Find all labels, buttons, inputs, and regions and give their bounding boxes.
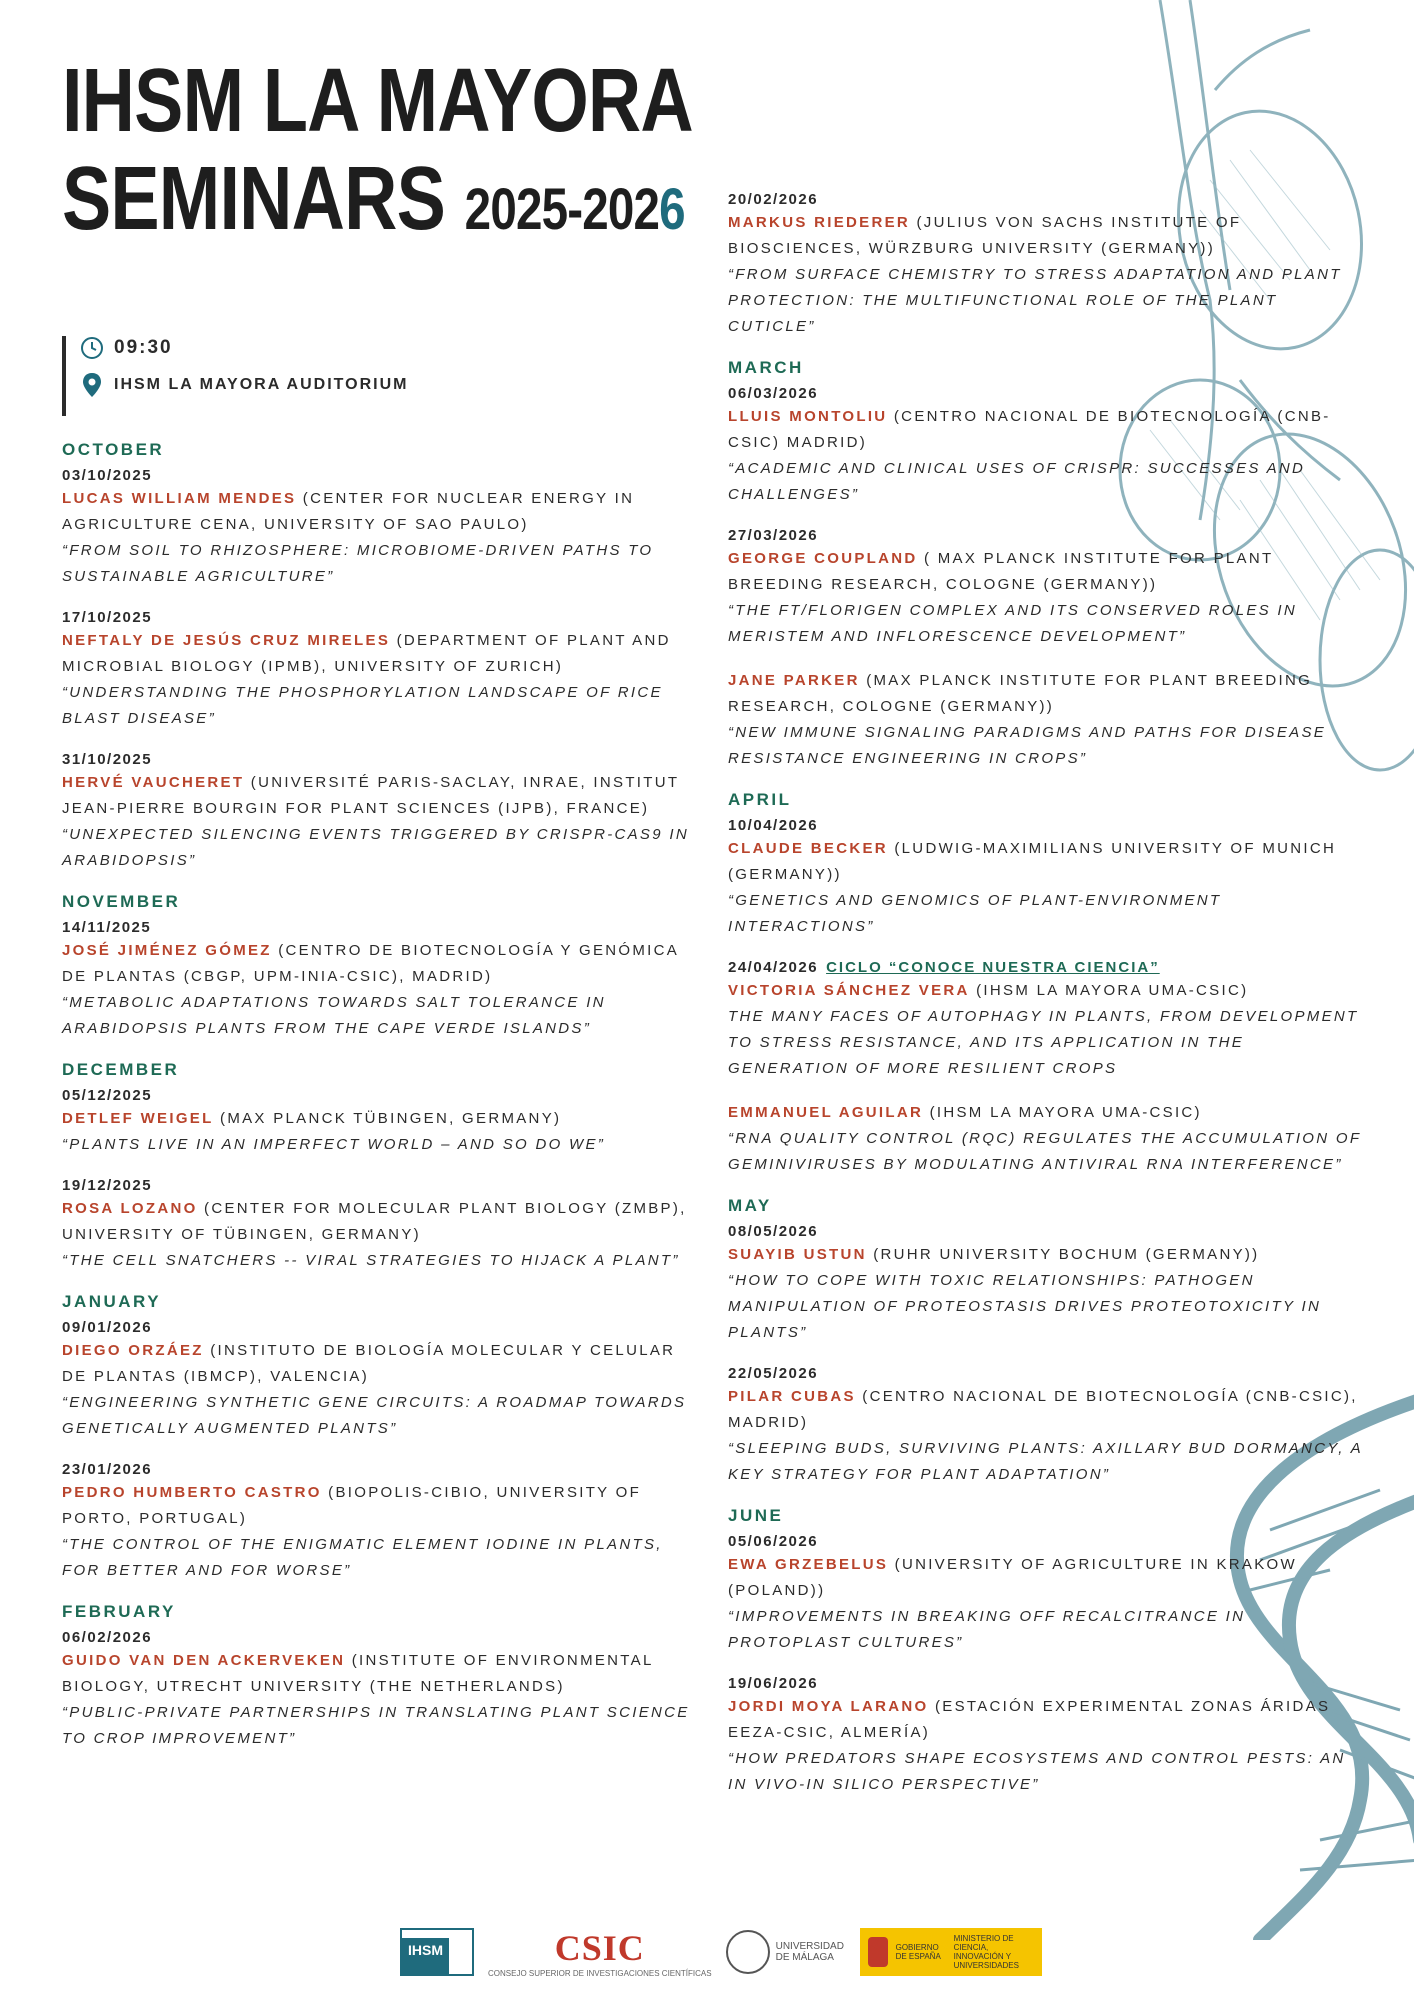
seminar-date: 05/12/2025	[62, 1087, 153, 1104]
seminar-entry	[62, 466, 702, 590]
seminar-entry	[728, 1222, 1368, 1346]
talk-title: “SLEEPING BUDS, SURVIVING PLANTS: AXILLARY BUD DORMANCY, A KEY STRATEGY FOR PLANT ADAPTATION”	[728, 1440, 1363, 1483]
gov-text: GOBIERNO DE ESPAÑA	[895, 1943, 941, 1961]
speaker-name: CLAUDE BECKER	[728, 840, 888, 857]
seminar-date: 22/05/2026	[728, 1365, 819, 1382]
month-heading: FEBRUARY	[62, 1602, 176, 1621]
talk-title: “GENETICS AND GENOMICS OF PLANT-ENVIRONMENT INTERACTIONS”	[728, 892, 1222, 935]
seminar-date-row	[62, 1176, 702, 1196]
month-heading: DECEMBER	[62, 1060, 180, 1079]
speaker-name: DIEGO ORZÁEZ	[62, 1342, 204, 1359]
speaker-name: LUCAS WILLIAM MENDES	[62, 490, 297, 507]
seminar-entry	[62, 1628, 702, 1752]
seminar-date-row	[728, 1532, 1368, 1552]
title-years	[465, 177, 685, 242]
speaker-affiliation: (ESTACIÓN EXPERIMENTAL ZONAS ÁRIDAS EEZA-CSIC, ALMERÍA)	[728, 1698, 1331, 1741]
speaker-name: MARKUS RIEDERER	[728, 214, 911, 231]
talk-title: “FROM SURFACE CHEMISTRY TO STRESS ADAPTATION AND PLANT PROTECTION: THE MULTIFUNCTIONAL ROLE OF THE PLANT CUTICLE”	[728, 266, 1342, 335]
seminar-date: 09/01/2026	[62, 1319, 153, 1336]
seminar-date: 06/02/2026	[62, 1629, 153, 1646]
csic-logo	[488, 1927, 712, 1978]
speaker-affiliation: (UNIVERSITY OF AGRICULTURE IN KRAKOW (POLAND))	[728, 1556, 1297, 1599]
schedule-right-column	[728, 190, 1368, 1816]
speaker-name: NEFTALY DE JESÚS CRUZ MIRELES	[62, 632, 391, 649]
speaker-affiliation: (UNIVERSITÉ PARIS-SACLAY, INRAE, INSTITUT JEAN-PIERRE BOURGIN FOR PLANT SCIENCES (IJPB), FRANCE)	[62, 774, 680, 817]
speaker-affiliation: (CENTRO NACIONAL DE BIOTECNOLOGÍA (CNB-CSIC), MADRID)	[728, 1388, 1358, 1431]
seminar-date-row	[62, 1086, 702, 1106]
seminar-entry	[62, 750, 702, 874]
month-section	[728, 790, 1368, 1178]
seminar-entry	[62, 1318, 702, 1442]
csic-logo-text: CSIC	[554, 1927, 645, 1968]
speaker-line	[728, 404, 1368, 456]
speaker-name: GUIDO VAN DEN ACKERVEKEN	[62, 1652, 346, 1669]
talk-title: “ACADEMIC AND CLINICAL USES OF CRISPR: SUCCESSES AND CHALLENGES”	[728, 460, 1306, 503]
clock-icon	[80, 336, 104, 360]
talk-title: “NEW IMMUNE SIGNALING PARADIGMS AND PATHS FOR DISEASE RESISTANCE ENGINEERING IN CROPS”	[728, 724, 1327, 767]
seminar-date: 06/03/2026	[728, 385, 819, 402]
month-heading: APRIL	[728, 790, 792, 809]
speaker-name: PILAR CUBAS	[728, 1388, 856, 1405]
event-time: 09:30	[114, 337, 173, 358]
seminar-entry	[728, 1364, 1368, 1488]
speaker-name: JOSÉ JIMÉNEZ GÓMEZ	[62, 942, 272, 959]
speaker-line	[728, 210, 1368, 262]
speaker-affiliation: (BIOPOLIS-CIBIO, UNIVERSITY OF PORTO, PORTUGAL)	[62, 1484, 642, 1527]
speaker-affiliation: (IHSM LA MAYORA UMA-CSIC)	[929, 1104, 1202, 1121]
speaker-affiliation: (DEPARTMENT OF PLANT AND MICROBIAL BIOLOGY (IPMB), UNIVERSITY OF ZURICH)	[62, 632, 671, 675]
seminar-entry	[728, 526, 1368, 650]
talk-title: “METABOLIC ADAPTATIONS TOWARDS SALT TOLERANCE IN ARABIDOPSIS PLANTS FROM THE CAPE VERDE ISLANDS”	[62, 994, 606, 1037]
schedule-left-column	[62, 440, 702, 1770]
speaker-name: JORDI MOYA LARANO	[728, 1698, 929, 1715]
seminar-date: 19/06/2026	[728, 1675, 819, 1692]
seminar-date: 05/06/2026	[728, 1533, 819, 1550]
seminar-date: 19/12/2025	[62, 1177, 153, 1194]
location-pin-icon	[80, 372, 104, 398]
seminar-date-row	[62, 1318, 702, 1338]
talk-title: “THE CONTROL OF THE ENIGMATIC ELEMENT IODINE IN PLANTS, FOR BETTER AND FOR WORSE”	[62, 1536, 663, 1579]
seminar-entry	[728, 1532, 1368, 1656]
seminar-date-row	[728, 816, 1368, 836]
ministry-text: MINISTERIO DE CIENCIA, INNOVACIÓN Y UNIVERSIDADES	[953, 1934, 1019, 1970]
title-seminars: SEMINARS	[62, 149, 445, 249]
month-section	[62, 1602, 702, 1752]
seminar-date-row	[728, 526, 1368, 546]
speaker-affiliation: (INSTITUTE OF ENVIRONMENTAL BIOLOGY, UTRECHT UNIVERSITY (THE NETHERLANDS)	[62, 1652, 654, 1695]
seminar-date: 17/10/2025	[62, 609, 153, 626]
talk-title: “THE CELL SNATCHERS -- VIRAL STRATEGIES TO HIJACK A PLANT”	[62, 1252, 680, 1269]
seminar-date: 10/04/2026	[728, 817, 819, 834]
event-place: IHSM LA MAYORA AUDITORIUM	[114, 376, 409, 393]
page-title	[62, 52, 831, 259]
speaker-affiliation: (CENTER FOR MOLECULAR PLANT BIOLOGY (ZMBP), UNIVERSITY OF TÜBINGEN, GERMANY)	[62, 1200, 687, 1243]
seminar-date-row	[728, 1674, 1368, 1694]
speaker-name: LLUIS MONTOLIU	[728, 408, 888, 425]
seminar-date-row	[62, 1460, 702, 1480]
ihsm-logo-mark	[400, 1928, 474, 1976]
speaker-name: PEDRO HUMBERTO CASTRO	[62, 1484, 322, 1501]
speaker-affiliation: (LUDWIG-MAXIMILIANS UNIVERSITY OF MUNICH (GERMANY))	[728, 840, 1337, 883]
talk-title: “HOW TO COPE WITH TOXIC RELATIONSHIPS: PATHOGEN MANIPULATION OF PROTEOSTASIS DRIVES PROTEOTOXICITY IN PLANTS”	[728, 1272, 1322, 1341]
title-line-1: IHSM LA MAYORA	[62, 51, 693, 151]
speaker-line	[728, 1384, 1368, 1436]
speaker-affiliation: (JULIUS VON SACHS INSTITUTE OF BIOSCIENCES, WÜRZBURG UNIVERSITY (GERMANY))	[728, 214, 1242, 257]
years-accent: 6	[659, 177, 685, 242]
speaker-line	[728, 978, 1368, 1004]
title-line-2	[62, 150, 693, 259]
seminar-date-row	[728, 1364, 1368, 1384]
time-row	[80, 336, 408, 360]
speaker-name: ROSA LOZANO	[62, 1200, 198, 1217]
talk-title: “FROM SOIL TO RHIZOSPHERE: MICROBIOME-DRIVEN PATHS TO SUSTAINABLE AGRICULTURE”	[62, 542, 654, 585]
month-section	[62, 1060, 702, 1274]
seminar-date: 03/10/2025	[62, 467, 153, 484]
seminar-date: 31/10/2025	[62, 751, 153, 768]
seminar-date-row	[62, 466, 702, 486]
speaker-name: DETLEF WEIGEL	[62, 1110, 214, 1127]
years-main: 2025-202	[464, 177, 660, 242]
uma-logo	[726, 1930, 846, 1974]
speaker-line	[62, 1648, 702, 1700]
ihsm-logo-text: IHSM	[402, 1938, 449, 1974]
uma-logo-text: UNIVERSIDAD DE MÁLAGA	[775, 1941, 844, 1963]
talk-title: “IMPROVEMENTS IN BREAKING OFF RECALCITRANCE IN PROTOPLAST CULTURES”	[728, 1608, 1246, 1651]
speaker-line	[62, 1338, 702, 1390]
talk-title: “PUBLIC-PRIVATE PARTNERSHIPS IN TRANSLATING PLANT SCIENCE TO CROP IMPROVEMENT”	[62, 1704, 690, 1747]
seminar-entry	[62, 608, 702, 732]
event-info	[62, 336, 408, 416]
month-heading: JUNE	[728, 1506, 784, 1525]
month-heading: OCTOBER	[62, 440, 165, 459]
seminar-date-row	[62, 608, 702, 628]
seminar-date-row	[62, 918, 702, 938]
seminar-entry	[728, 1100, 1368, 1178]
speaker-line	[62, 938, 702, 990]
speaker-line	[728, 546, 1368, 598]
place-row	[80, 372, 408, 398]
speaker-name: VICTORIA SÁNCHEZ VERA	[728, 982, 970, 999]
seminar-entry	[728, 384, 1368, 508]
speaker-line	[62, 1480, 702, 1532]
speaker-name: GEORGE COUPLAND	[728, 550, 918, 567]
talk-title: “UNEXPECTED SILENCING EVENTS TRIGGERED BY CRISPR-CAS9 IN ARABIDOPSIS”	[62, 826, 689, 869]
speaker-affiliation: (MAX PLANCK TÜBINGEN, GERMANY)	[220, 1110, 562, 1127]
talk-title: “UNDERSTANDING THE PHOSPHORYLATION LANDSCAPE OF RICE BLAST DISEASE”	[62, 684, 663, 727]
seminar-entry	[728, 958, 1368, 1082]
month-heading: MARCH	[728, 358, 804, 377]
seminar-entry	[728, 816, 1368, 940]
speaker-line	[62, 1196, 702, 1248]
seminar-entry	[728, 668, 1368, 772]
speaker-line	[728, 836, 1368, 888]
seminar-date: 08/05/2026	[728, 1223, 819, 1240]
speaker-affiliation: (IHSM LA MAYORA UMA-CSIC)	[976, 982, 1249, 999]
speaker-line	[728, 1100, 1368, 1126]
spain-crest-icon	[868, 1937, 888, 1967]
sponsor-logos	[400, 1924, 1042, 1980]
talk-title: “THE FT/FLORIGEN COMPLEX AND ITS CONSERVED ROLES IN MERISTEM AND INFLORESCENCE DEVELOPMENT”	[728, 602, 1298, 645]
uma-seal-icon	[726, 1930, 770, 1974]
seminar-date-row	[728, 384, 1368, 404]
seminar-entry	[62, 1086, 702, 1158]
speaker-line	[62, 628, 702, 680]
speaker-affiliation: (CENTRO DE BIOTECNOLOGÍA Y GENÓMICA DE PLANTAS (CBGP, UPM-INIA-CSIC), MADRID)	[62, 942, 679, 985]
speaker-name: EWA GRZEBELUS	[728, 1556, 889, 1573]
speaker-line	[728, 1242, 1368, 1268]
speaker-affiliation: (INSTITUTO DE BIOLOGÍA MOLECULAR Y CELULAR DE PLANTAS (IBMCP), VALENCIA)	[62, 1342, 676, 1385]
seminar-date-row	[728, 190, 1368, 210]
talk-title: “RNA QUALITY CONTROL (RQC) REGULATES THE ACCUMULATION OF GEMINIVIRUSES BY MODULATING ANTIVIRAL RNA INTERFERENCE”	[728, 1130, 1362, 1173]
seminar-date-row	[62, 750, 702, 770]
seminar-date: 20/02/2026	[728, 191, 819, 208]
month-heading: JANUARY	[62, 1292, 162, 1311]
ciclo-link[interactable]: CICLO “CONOCE NUESTRA CIENCIA”	[826, 959, 1160, 976]
month-heading: NOVEMBER	[62, 892, 181, 911]
csic-logo-subtitle: CONSEJO SUPERIOR DE INVESTIGACIONES CIENTÍFICAS	[488, 1968, 712, 1978]
speaker-line	[728, 1552, 1368, 1604]
month-heading: MAY	[728, 1196, 772, 1215]
talk-title: “PLANTS LIVE IN AN IMPERFECT WORLD – AND SO DO WE”	[62, 1136, 606, 1153]
speaker-affiliation: (MAX PLANCK INSTITUTE FOR PLANT BREEDING RESEARCH, COLOGNE (GERMANY))	[728, 672, 1313, 715]
month-section	[728, 1196, 1368, 1488]
month-section	[728, 1506, 1368, 1798]
seminar-entry	[62, 1460, 702, 1584]
seminar-date: 24/04/2026	[728, 959, 819, 976]
speaker-affiliation: (CENTRO NACIONAL DE BIOTECNOLOGÍA (CNB-CSIC) MADRID)	[728, 408, 1331, 451]
month-section	[62, 1292, 702, 1584]
speaker-line	[62, 486, 702, 538]
seminar-entry	[62, 918, 702, 1042]
seminar-date-row	[728, 958, 1368, 978]
seminar-date-row	[62, 1628, 702, 1648]
speaker-name: EMMANUEL AGUILAR	[728, 1104, 924, 1121]
seminar-date: 23/01/2026	[62, 1461, 153, 1478]
speaker-line	[728, 668, 1368, 720]
speaker-name: JANE PARKER	[728, 672, 860, 689]
talk-title: THE MANY FACES OF AUTOPHAGY IN PLANTS, FROM DEVELOPMENT TO STRESS RESISTANCE, AND ITS APPLICATION IN THE GENERATION OF MORE RESILIENT CROPS	[728, 1008, 1359, 1077]
seminar-entry	[728, 1674, 1368, 1798]
seminar-date-row	[728, 1222, 1368, 1242]
seminar-date: 14/11/2025	[62, 919, 152, 936]
speaker-affiliation: (CENTER FOR NUCLEAR ENERGY IN AGRICULTURE CENA, UNIVERSITY OF SAO PAULO)	[62, 490, 635, 533]
speaker-line	[62, 770, 702, 822]
month-section	[62, 440, 702, 874]
speaker-line	[62, 1106, 702, 1132]
speaker-name: HERVÉ VAUCHERET	[62, 774, 245, 791]
seminar-date: 27/03/2026	[728, 527, 819, 544]
talk-title: “ENGINEERING SYNTHETIC GENE CIRCUITS: A ROADMAP TOWARDS GENETICALLY AUGMENTED PLANTS”	[62, 1394, 687, 1437]
speaker-affiliation: ( MAX PLANCK INSTITUTE FOR PLANT BREEDING RESEARCH, COLOGNE (GERMANY))	[728, 550, 1274, 593]
seminar-entry	[728, 190, 1368, 340]
seminar-entry	[62, 1176, 702, 1274]
government-logo	[860, 1928, 1042, 1976]
ihsm-logo	[400, 1928, 474, 1976]
speaker-line	[728, 1694, 1368, 1746]
month-section	[728, 190, 1368, 340]
month-section	[728, 358, 1368, 772]
talk-title: “HOW PREDATORS SHAPE ECOSYSTEMS AND CONTROL PESTS: AN IN VIVO-IN SILICO PERSPECTIVE”	[728, 1750, 1346, 1793]
month-section	[62, 892, 702, 1042]
speaker-name: SUAYIB USTUN	[728, 1246, 867, 1263]
speaker-affiliation: (RUHR UNIVERSITY BOCHUM (GERMANY))	[873, 1246, 1260, 1263]
